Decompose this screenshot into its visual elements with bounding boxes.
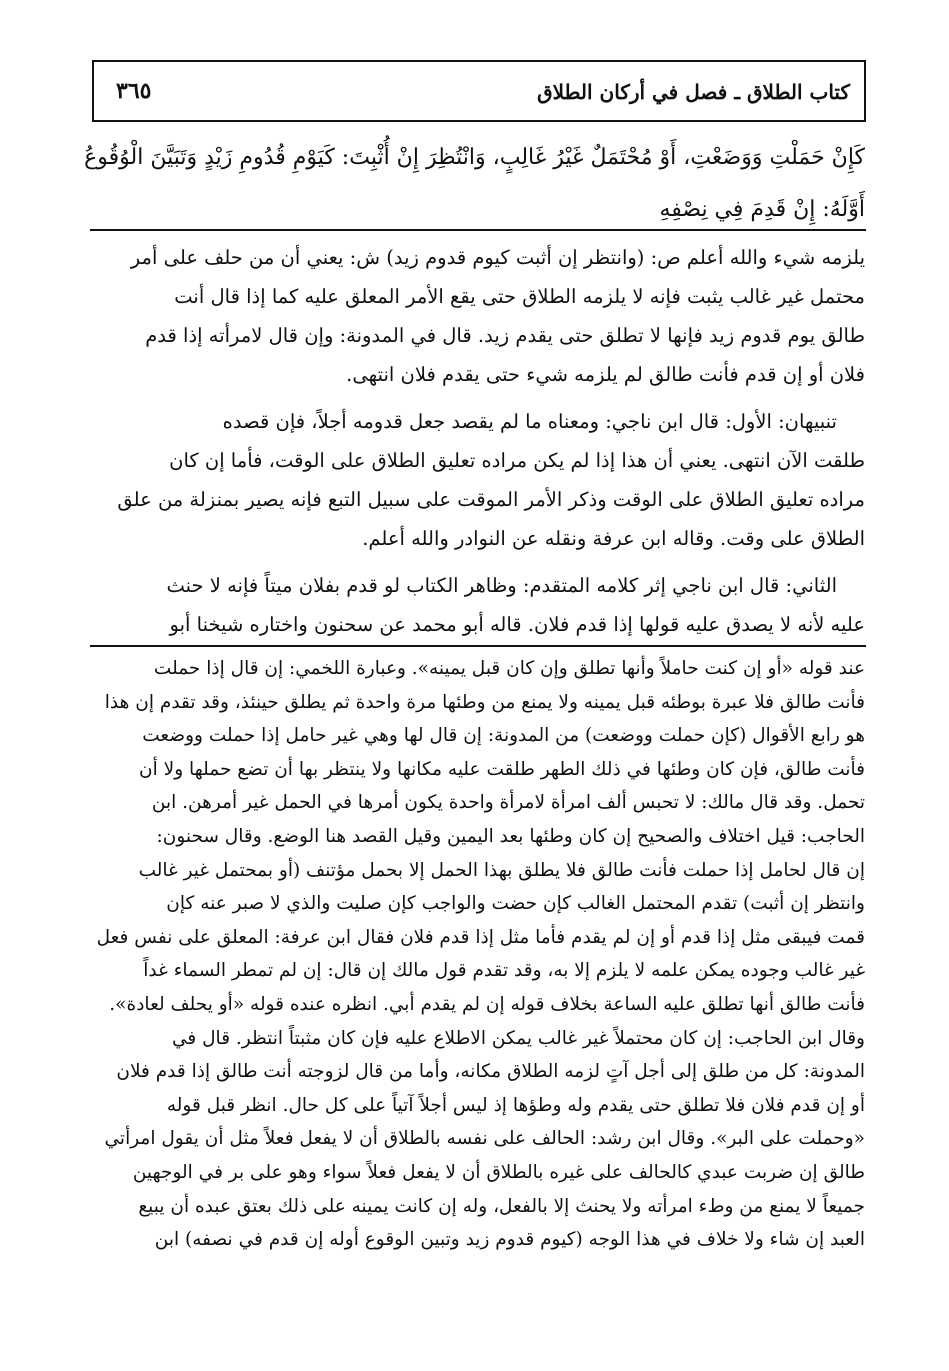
matn-line: أَوَّلَهُ: إِنْ قَدِمَ فِي نِصْفِهِ <box>659 197 865 222</box>
running-header <box>92 60 866 122</box>
commentary-line: طلقت الآن انتهى. يعني أن هذا إذا لم يكن مراده تعليق الطلاق على الوقت، فأما إن كان <box>169 449 865 472</box>
divider-top <box>90 229 866 231</box>
notes-block <box>75 652 865 1257</box>
notes-line: طالق إن ضربت عبدي كالحالف على غيره بالطلاق أن لا يفعل فعلاً سواء وهو على بر في الوجهين <box>132 1161 865 1183</box>
notes-line: إن قال لحامل إذا حملت فأنت طالق فلا يطلق بهذا الحمل إلا بحمل مؤتنف (أو بمحتمل غير غالب <box>138 859 865 881</box>
notes-line: وقال ابن الحاجب: إن كان محتملاً غير غالب يمكن الاطلاع عليه فإن كان مثبتاً انتظر. قال في <box>171 1027 865 1049</box>
matn-text <box>75 132 865 236</box>
commentary-paragraph <box>75 566 865 644</box>
commentary-line: طالق يوم قدوم زيد فإنها لا تطلق حتى يقدم زيد. قال في المدونة: وإن قال لامرأته إذا قدم <box>145 324 865 347</box>
commentary-line: الثاني: قال ابن ناجي إثر كلامه المتقدم: وظاهر الكتاب لو قدم بفلان ميتاً فإنه لا حنث <box>166 574 837 597</box>
commentary-line: محتمل غير غالب يثبت فإنه لا يلزمه الطلاق حتى يقع الأمر المعلق عليه كما إذا قال أنت <box>174 285 865 308</box>
matn-line: كَإِنْ حَمَلْتِ وَوَضَعْتِ، أَوْ مُحْتَمَلٌ غَيْرُ غَالِبٍ، وَانْتُظِرَ إِنْ أُثْبِتَ: كَيَوْمِ قُدُومِ زَيْدٍ وَتَبَيَّنَ الْوُقُوعُ <box>84 145 865 170</box>
notes-line: جميعاً لا يمنع من وطء امرأته ولا يحنث إلا بالفعل، وله إن كانت يمينه على ذلك بعتق عبده أن يبيع <box>138 1195 865 1217</box>
notes-line: «وحملت على البر». وقال ابن رشد: الحالف على نفسه بالطلاق أن لا يفعل فعلاً مثل أن يقول امرأتي <box>104 1128 865 1150</box>
notes-line: وانتظر إن أثبت) تقدم المحتمل الغالب كإن حضت والواجب كإن صليت والذي لا صبر عنه كإن <box>166 893 865 915</box>
notes-line: غير غالب وجوده يمكن علمه لا يلزم إلا به، وقد تقدم قول مالك إن قال: إن لم تمطر السماء غداً <box>143 960 865 982</box>
page-number: ٣٦٥ <box>116 78 152 104</box>
commentary-line: يلزمه شيء والله أعلم ص: (وانتظر إن أثبت كيوم قدوم زيد) ش: يعني أن من حلف على أمر <box>130 246 865 269</box>
notes-line: فأنت طالق أنها تطلق عليه الساعة بخلاف قوله إن لم يقدم أبي. انظره عنده قوله «أو يحلف لعادة». <box>109 993 865 1015</box>
commentary-line: تنبيهان: الأول: قال ابن ناجي: ومعناه ما لم يقصد جعل قدومه أجلاً، فإن قصده <box>222 410 837 433</box>
notes-line: فأنت طالق فلا عبرة بوطئه قبل يمينه ولا يمنع من وطئها مرة واحدة ثم يطلق حينئذ، وقد تقدم إن هذا <box>104 691 865 713</box>
notes-line: تحمل. وقد قال مالك: لا تحبس ألف امرأة لامرأة واحدة يكون أمرها في الحمل غير أمرهن. ابن <box>151 792 865 814</box>
commentary-line: الطلاق على وقت. وقاله ابن عرفة ونقله عن النوادر والله أعلم. <box>362 527 865 550</box>
commentary-block <box>75 238 865 652</box>
notes-line: المدونة: كل من طلق إلى أجل آتٍ لزمه الطلاق مكانه، وأما من قال لزوجته أنت طالق إذا قدم فلان <box>116 1061 865 1083</box>
commentary-paragraph <box>75 238 865 394</box>
notes-line: قمت فيبقى مثل إذا قدم أو إن لم يقدم فأما مثل إذا قدم فلان فقال ابن عرفة: المعلق على نفس فعل <box>96 926 865 948</box>
notes-line: هو رابع الأقوال (كإن حملت ووضعت) من المدونة: إن قال لها وهي غير حامل إذا حملت ووضعت <box>142 725 865 747</box>
commentary-paragraph <box>75 402 865 558</box>
notes-line: أو إن قدم فلان فلا تطلق حتى يقدم وله وطؤها إذ ليس أجلاً آتياً على كل حال. انظر قبل قوله <box>166 1094 865 1116</box>
notes-line: فأنت طالق، فإن كان وطئها في ذلك الطهر طلقت عليه مكانها ولا ينتظر بها أن تضع حملها ولا أن <box>139 758 865 780</box>
divider-notes <box>90 645 866 647</box>
chapter-title: كتاب الطلاق ـ فصل في أركان الطلاق <box>537 80 850 104</box>
notes-line: عند قوله «أو إن كنت حاملاً وأنها تطلق وإن كان قبل يمينه». وعبارة اللخمي: إن قال إذا حملت <box>153 658 865 679</box>
commentary-line: مراده تعليق الطلاق على الوقت وذكر الأمر الموقت على سبيل التبع فإنه يصير بمنزلة من علق <box>117 488 865 511</box>
notes-line: الحاجب: قيل اختلاف والصحيح إن كان وطئها بعد اليمين وقيل القصد هنا الوضع. وقال سحنون: <box>156 825 865 847</box>
commentary-line: فلان أو إن قدم فأنت طالق لم يلزمه شيء حتى يقدم فلان انتهى. <box>346 363 865 386</box>
notes-line: العبد إن شاء ولا خلاف في هذا الوجه (كيوم قدوم زيد وتبين الوقوع أوله إن قدم في نصفه) ابن <box>154 1229 865 1251</box>
commentary-line: عليه لأنه لا يصدق عليه قولها إذا قدم فلان. قاله أبو محمد عن سحنون واختاره شيخنا أبو <box>169 613 865 636</box>
